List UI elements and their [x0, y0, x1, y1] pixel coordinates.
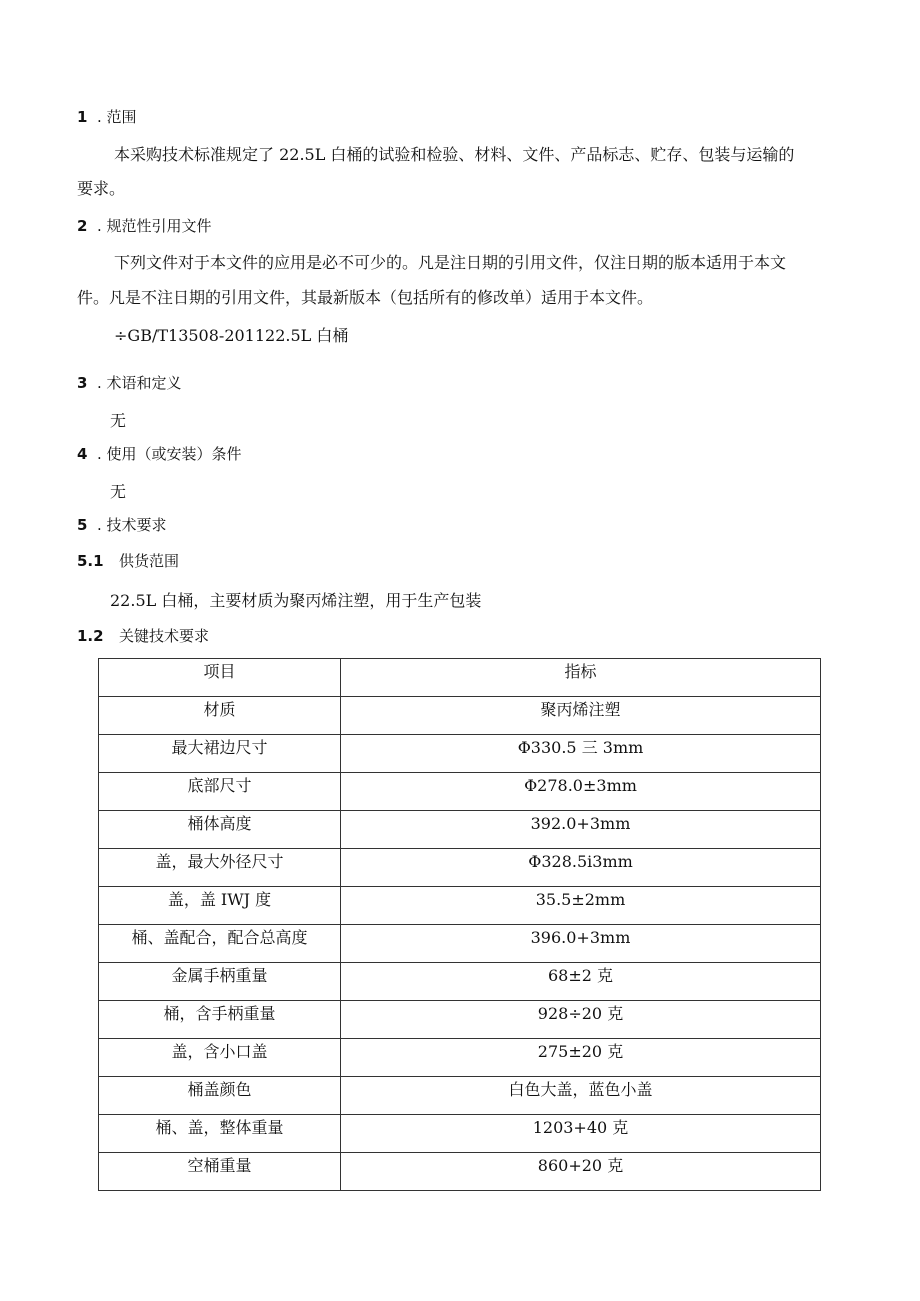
- section-2-title: . 规范性引用文件: [97, 217, 212, 235]
- section-5-1-title: 供货范围: [119, 552, 180, 570]
- table-cell-item: 盖，盖 IWJ 度: [99, 887, 341, 925]
- section-3-number: 3: [77, 374, 88, 392]
- table-row: [99, 773, 821, 811]
- table-row: [99, 1115, 821, 1153]
- table-row: [99, 1001, 821, 1039]
- section-3-title: . 术语和定义: [97, 374, 182, 392]
- supply-scope-text: 22.5L 白桶，主要材质为聚丙烯注塑，用于生产包装: [110, 591, 482, 610]
- table-row: [99, 735, 821, 773]
- table-cell-indicator: 396.0+3mm: [341, 925, 821, 963]
- table-cell-indicator: 68±2 克: [341, 963, 821, 1001]
- section-2-heading: [77, 215, 212, 236]
- table-cell-indicator: 白色大盖，蓝色小盖: [341, 1077, 821, 1115]
- table-cell-item: 桶盖颜色: [99, 1077, 341, 1115]
- table-row: [99, 1153, 821, 1191]
- terms-none-text: 无: [110, 411, 127, 430]
- table-cell-item: 桶、盖配合，配合总高度: [99, 925, 341, 963]
- table-cell-indicator: Φ278.0±3mm: [341, 773, 821, 811]
- table-cell-item: 底部尺寸: [99, 773, 341, 811]
- table-row: [99, 887, 821, 925]
- reference-item: ÷GB/T13508-201122.5L 白桶: [114, 326, 349, 345]
- section-5-number: 5: [77, 516, 88, 534]
- table-cell-indicator: 928÷20 克: [341, 1001, 821, 1039]
- conditions-none-text: 无: [110, 482, 127, 501]
- table-cell-indicator: 35.5±2mm: [341, 887, 821, 925]
- table-cell-item: 材质: [99, 697, 341, 735]
- table-cell-indicator: 392.0+3mm: [341, 811, 821, 849]
- section-5-title: . 技术要求: [97, 516, 167, 534]
- table-cell-item: 空桶重量: [99, 1153, 341, 1191]
- section-4-number: 4: [77, 445, 88, 463]
- table-cell-item: 桶体高度: [99, 811, 341, 849]
- section-1-2-number: 1.2: [77, 627, 104, 645]
- table-row: [99, 811, 821, 849]
- section-4-title: . 使用（或安装）条件: [97, 445, 242, 463]
- table-cell-item: 最大裙边尺寸: [99, 735, 341, 773]
- table-cell-item: 桶、盖，整体重量: [99, 1115, 341, 1153]
- table-row: [99, 1039, 821, 1077]
- section-1-2-title: 关键技术要求: [119, 627, 210, 645]
- table-cell-item: 桶，含手柄重量: [99, 1001, 341, 1039]
- table-row: [99, 849, 821, 887]
- table-cell-indicator: Φ328.5i3mm: [341, 849, 821, 887]
- table-row: [99, 1077, 821, 1115]
- table-header-row: [99, 659, 821, 697]
- table-row: [99, 963, 821, 1001]
- table-cell-item: 盖，含小口盖: [99, 1039, 341, 1077]
- section-5-1-heading: [77, 550, 179, 571]
- table-cell-item: 盖，最大外径尺寸: [99, 849, 341, 887]
- scope-text-line-1: 本采购技术标准规定了 22.5L 白桶的试验和检验、材料、文件、产品标志、贮存、包装与运输的: [114, 145, 795, 164]
- section-1-title: . 范围: [97, 108, 137, 126]
- references-text-line-2: 件。凡是不注日期的引用文件，其最新版本（包括所有的修改单）适用于本文件。: [77, 288, 654, 307]
- table-cell-indicator: 1203+40 克: [341, 1115, 821, 1153]
- key-requirements-table: [98, 658, 821, 1191]
- section-5-1-number: 5.1: [77, 552, 104, 570]
- section-3-heading: [77, 372, 182, 393]
- table-cell-item: 金属手柄重量: [99, 963, 341, 1001]
- table-row: [99, 697, 821, 735]
- scope-text-line-2: 要求。: [77, 179, 126, 198]
- table-header-item: 项目: [99, 659, 341, 697]
- table-cell-indicator: 860+20 克: [341, 1153, 821, 1191]
- section-1-number: 1: [77, 108, 88, 126]
- section-1-heading: [77, 106, 137, 127]
- section-5-heading: [77, 514, 167, 535]
- section-1-2-heading: [77, 625, 209, 646]
- table-header-indicator: 指标: [341, 659, 821, 697]
- table-cell-indicator: 275±20 克: [341, 1039, 821, 1077]
- references-text-line-1: 下列文件对于本文件的应用是必不可少的。凡是注日期的引用文件，仅注日期的版本适用于本文: [114, 253, 787, 272]
- section-4-heading: [77, 443, 242, 464]
- table-cell-indicator: Φ330.5 三 3mm: [341, 735, 821, 773]
- table-cell-indicator: 聚丙烯注塑: [341, 697, 821, 735]
- table-row: [99, 925, 821, 963]
- section-2-number: 2: [77, 217, 88, 235]
